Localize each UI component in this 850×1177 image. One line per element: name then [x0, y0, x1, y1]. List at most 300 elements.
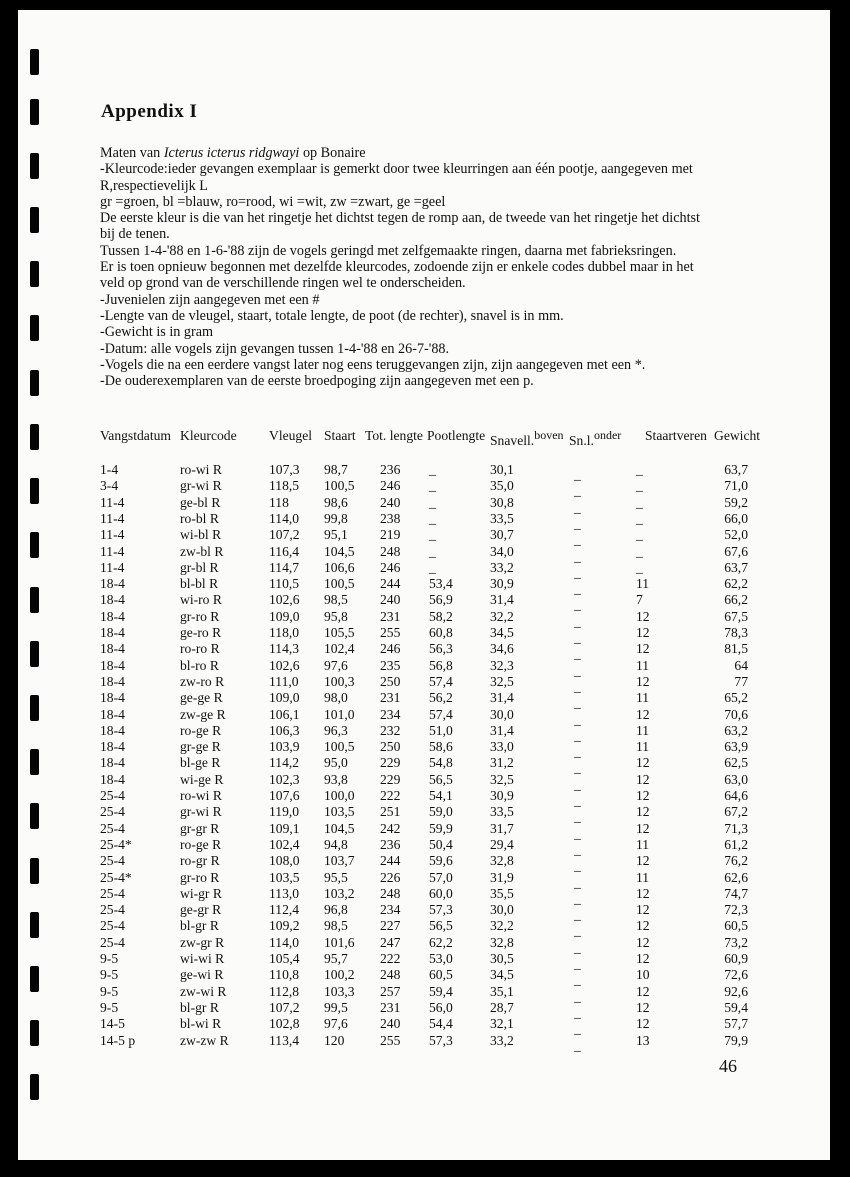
intro-text	[100, 145, 790, 389]
cell-pootlengte: 57,3	[429, 902, 453, 918]
cell-pootlengte: 54,1	[429, 788, 453, 803]
cell-pootlengte: _	[429, 510, 436, 526]
cell-gewicht: 72,3	[724, 902, 748, 918]
cell-staartveren: 12	[636, 804, 650, 820]
cell-totlengte: 231	[380, 608, 401, 624]
cell-vangstdatum: 18-4	[100, 673, 125, 689]
cell-pootlengte: 60,5	[429, 967, 453, 983]
cell-staartveren: 12	[636, 918, 650, 934]
cell-totlengte: 222	[380, 788, 401, 803]
cell-snavel-onder: _	[574, 907, 581, 923]
cell-totlengte: 227	[380, 918, 401, 934]
cell-totlengte: 247	[380, 934, 401, 950]
cell-snavel-onder: _	[574, 597, 581, 613]
intro-line: -Gewicht is in gram	[100, 324, 214, 341]
cell-snavel-boven: 30,8	[490, 494, 514, 510]
cell-staart: 93,8	[324, 771, 348, 787]
cell-vangstdatum: 9-5	[100, 983, 119, 999]
cell-snavel-onder: _	[574, 630, 581, 645]
cell-pootlengte: 62,2	[429, 934, 453, 950]
intro-line	[100, 145, 790, 161]
cell-staartveren: _	[636, 559, 643, 575]
cell-staart: 102,4	[324, 641, 355, 657]
cell-staart: 95,0	[324, 755, 348, 771]
snavel-onder-sup: onder	[593, 428, 622, 442]
table-row	[100, 657, 800, 678]
cell-staart: 103,7	[324, 853, 355, 869]
cell-pootlengte: _	[429, 527, 436, 543]
intro-line: Er is toen opnieuw begonnen met dezelfde kleurcodes, zodoende zijn er enkele codes dubbel maar in het	[100, 259, 694, 276]
cell-vleugel: 106,1	[269, 706, 300, 722]
table-row	[100, 722, 800, 743]
cell-staart: 99,8	[324, 510, 348, 526]
cell-gewicht: 62,5	[724, 755, 748, 771]
intro-line: bij de tenen.	[100, 226, 170, 243]
cell-totlengte: 240	[380, 494, 401, 510]
cell-totlengte: 244	[380, 853, 401, 869]
cell-vangstdatum: 14-5	[100, 1016, 125, 1032]
cell-vleugel: 113,4	[269, 1032, 300, 1048]
cell-vleugel: 114,0	[269, 934, 300, 950]
cell-staartveren: _	[636, 462, 643, 477]
cell-snavel-onder: _	[574, 646, 581, 662]
cell-vleugel: 119,0	[269, 804, 300, 820]
cell-vleugel: 112,8	[269, 983, 300, 999]
cell-staartveren: _	[636, 494, 643, 510]
cell-snavel-onder: _	[574, 744, 581, 760]
cell-vangstdatum: 25-4*	[100, 869, 132, 885]
intro-line: -De ouderexemplaren van de eerste broedpoging zijn aangegeven met een p.	[100, 373, 534, 390]
cell-staart: 95,8	[324, 608, 348, 624]
document-page	[18, 10, 830, 1160]
cell-totlengte: 246	[380, 559, 401, 575]
cell-gewicht: 67,6	[724, 543, 748, 559]
cell-staartveren: 12	[636, 755, 650, 771]
cell-snavel-boven: 31,2	[490, 755, 514, 771]
cell-vleugel: 107,6	[269, 788, 300, 803]
cell-kleurcode: bl-wi R	[180, 1016, 222, 1032]
cell-snavel-boven: 31,4	[490, 722, 514, 738]
cell-vangstdatum: 18-4	[100, 771, 125, 787]
cell-gewicht: 63,2	[724, 722, 748, 738]
cell-staart: 103,3	[324, 983, 355, 999]
cell-snavel-boven: 34,5	[490, 625, 514, 640]
cell-gewicht: 64	[734, 657, 748, 673]
cell-staartveren: 12	[636, 983, 650, 999]
table-row	[100, 527, 800, 548]
binding-hole	[30, 749, 39, 775]
cell-kleurcode: zw-bl R	[180, 543, 224, 559]
col-header-vangstdatum: Vangstdatum	[100, 428, 171, 443]
cell-pootlengte: 59,0	[429, 804, 453, 820]
cell-snavel-boven: 30,1	[490, 462, 514, 477]
cell-snavel-onder: _	[574, 695, 581, 711]
cell-staart: 103,5	[324, 804, 355, 820]
cell-kleurcode: wi-ge R	[180, 771, 224, 787]
cell-snavel-onder: _	[574, 776, 581, 792]
cell-snavel-onder: _	[574, 1037, 581, 1053]
cell-staartveren: 12	[636, 853, 650, 869]
cell-snavel-onder: _	[574, 678, 581, 694]
cell-vleugel: 108,0	[269, 853, 300, 869]
cell-pootlengte: 56,3	[429, 641, 453, 657]
cell-snavel-boven: 30,7	[490, 527, 514, 543]
cell-vleugel: 116,4	[269, 543, 300, 559]
cell-pootlengte: 56,8	[429, 657, 453, 673]
cell-vleugel: 105,4	[269, 951, 300, 966]
cell-staartveren: 12	[636, 625, 650, 640]
table-row	[100, 951, 800, 971]
cell-vleugel: 107,3	[269, 462, 300, 477]
binding-hole	[30, 153, 39, 179]
cell-staart: 98,5	[324, 592, 348, 608]
intro-prefix: Maten van	[100, 145, 161, 161]
table-row	[100, 902, 800, 923]
cell-vangstdatum: 18-4	[100, 706, 125, 722]
cell-totlengte: 226	[380, 869, 401, 885]
cell-pootlengte: _	[429, 478, 436, 494]
cell-staartveren: 12	[636, 934, 650, 950]
table-row	[100, 576, 800, 597]
cell-snavel-boven: 32,1	[490, 1016, 514, 1032]
cell-kleurcode: gr-ge R	[180, 739, 221, 755]
cell-gewicht: 71,3	[724, 820, 748, 836]
cell-pootlengte: 59,9	[429, 820, 453, 836]
cell-pootlengte: 58,6	[429, 739, 453, 755]
cell-gewicht: 67,2	[724, 804, 748, 820]
cell-vangstdatum: 18-4	[100, 592, 125, 608]
cell-snavel-boven: 30,5	[490, 951, 514, 966]
snavel-onder-label: Sn.l.	[569, 433, 594, 448]
table-row	[100, 918, 800, 939]
cell-gewicht: 74,7	[724, 885, 748, 901]
cell-staart: 98,0	[324, 690, 348, 706]
cell-totlengte: 236	[380, 462, 401, 477]
cell-vleugel: 102,6	[269, 592, 300, 608]
table-row	[100, 690, 800, 711]
cell-staart: 106,6	[324, 559, 355, 575]
cell-kleurcode: zw-gr R	[180, 934, 225, 950]
binding-hole	[30, 912, 39, 938]
table-row	[100, 462, 800, 482]
cell-snavel-onder: _	[574, 581, 581, 597]
cell-staartveren: 11	[636, 739, 650, 755]
cell-snavel-boven: 34,6	[490, 641, 514, 657]
cell-kleurcode: zw-zw R	[180, 1032, 229, 1048]
cell-gewicht: 63,9	[724, 739, 748, 755]
cell-totlengte: 231	[380, 690, 401, 706]
cell-staartveren: 12	[636, 951, 650, 966]
cell-staart: 100,0	[324, 788, 355, 803]
cell-snavel-onder: _	[574, 874, 581, 890]
table-row	[100, 559, 800, 580]
page-number: 46	[719, 1056, 737, 1076]
table-row	[100, 788, 800, 808]
cell-snavel-boven: 31,4	[490, 592, 514, 608]
col-header-snavel-onder	[569, 428, 621, 449]
cell-gewicht: 62,2	[724, 576, 748, 592]
cell-snavel-boven: 35,1	[490, 983, 514, 999]
cell-snavel-onder: _	[574, 825, 581, 841]
cell-gewicht: 63,7	[724, 559, 748, 575]
cell-vleugel: 114,2	[269, 755, 300, 771]
cell-snavel-onder: _	[574, 858, 581, 874]
cell-gewicht: 62,6	[724, 869, 748, 885]
cell-vangstdatum: 25-4	[100, 853, 125, 869]
intro-line: De eerste kleur is die van het ringetje het dichtst tegen de romp aan, de tweede van het ringetje het dichtst	[100, 210, 700, 227]
cell-staart: 104,5	[324, 543, 355, 559]
cell-totlengte: 257	[380, 983, 401, 999]
cell-gewicht: 57,7	[724, 1016, 748, 1032]
cell-staart: 103,2	[324, 885, 355, 901]
cell-pootlengte: _	[429, 543, 436, 559]
table-row	[100, 592, 800, 613]
cell-staartveren: 11	[636, 836, 650, 852]
cell-gewicht: 79,9	[724, 1032, 748, 1048]
table-row	[100, 820, 800, 841]
binding-hole	[30, 49, 39, 75]
cell-snavel-boven: 32,5	[490, 673, 514, 689]
table-row	[100, 494, 800, 515]
table-row	[100, 869, 800, 890]
cell-staartveren: 11	[636, 869, 650, 885]
cell-staartveren: 12	[636, 788, 650, 803]
cell-totlengte: 255	[380, 625, 401, 640]
cell-vangstdatum: 1-4	[100, 462, 119, 477]
table-header	[100, 428, 800, 448]
cell-vleugel: 102,3	[269, 771, 300, 787]
cell-gewicht: 63,7	[724, 462, 748, 477]
col-header-totlengte: Tot. lengte	[365, 428, 423, 443]
cell-staart: 100,5	[324, 739, 355, 755]
intro-line: -Vogels die na een eerdere vangst later nog eens teruggevangen zijn, zijn aangegeven met een *.	[100, 356, 646, 373]
cell-pootlengte: 58,2	[429, 608, 453, 624]
cell-totlengte: 222	[380, 951, 401, 966]
cell-totlengte: 250	[380, 739, 401, 755]
cell-pootlengte: 56,5	[429, 918, 453, 934]
cell-gewicht: 70,6	[724, 706, 748, 722]
cell-snavel-boven: 34,0	[490, 543, 514, 559]
cell-snavel-onder: _	[574, 483, 581, 499]
cell-vleugel: 110,8	[269, 967, 300, 983]
cell-vangstdatum: 25-4	[100, 885, 125, 901]
cell-kleurcode: ge-ge R	[180, 690, 223, 706]
cell-vangstdatum: 25-4	[100, 820, 125, 836]
cell-pootlengte: 50,4	[429, 836, 453, 852]
cell-kleurcode: gr-gr R	[180, 820, 220, 836]
cell-vangstdatum: 9-5	[100, 967, 119, 983]
cell-totlengte: 219	[380, 527, 401, 543]
cell-vangstdatum: 18-4	[100, 722, 125, 738]
cell-snavel-boven: 30,9	[490, 788, 514, 803]
cell-totlengte: 229	[380, 771, 401, 787]
cell-snavel-onder: _	[574, 515, 581, 531]
cell-snavel-onder: _	[574, 499, 581, 515]
cell-snavel-onder: _	[574, 532, 581, 548]
cell-vangstdatum: 18-4	[100, 576, 125, 592]
cell-staart: 100,5	[324, 478, 355, 494]
cell-kleurcode: bl-gr R	[180, 999, 219, 1015]
intro-line: gr =groen, bl =blauw, ro=rood, wi =wit, zw =zwart, ge =geel	[100, 193, 446, 210]
cell-vleugel: 102,8	[269, 1016, 300, 1032]
cell-gewicht: 78,3	[724, 625, 748, 640]
cell-kleurcode: ge-bl R	[180, 494, 221, 510]
cell-staart: 98,5	[324, 918, 348, 934]
cell-staartveren: 10	[636, 967, 650, 983]
snavel-boven-sup: boven	[534, 428, 564, 442]
cell-totlengte: 231	[380, 999, 401, 1015]
binding-hole	[30, 424, 39, 450]
cell-vleugel: 118,5	[269, 478, 300, 494]
cell-kleurcode: bl-ge R	[180, 755, 221, 771]
table-row	[100, 853, 800, 874]
cell-gewicht: 77	[734, 673, 748, 689]
cell-kleurcode: ro-ro R	[180, 641, 220, 657]
cell-staart: 95,7	[324, 951, 348, 966]
cell-totlengte: 255	[380, 1032, 401, 1048]
snavel-boven-label: Snavell.	[490, 433, 535, 448]
table-row	[100, 641, 800, 662]
cell-totlengte: 240	[380, 592, 401, 608]
cell-vleugel: 106,3	[269, 722, 300, 738]
cell-kleurcode: wi-wi R	[180, 951, 225, 966]
cell-kleurcode: gr-ro R	[180, 869, 220, 885]
cell-staart: 98,7	[324, 462, 348, 477]
cell-staartveren: 12	[636, 673, 650, 689]
cell-snavel-onder: _	[574, 548, 581, 564]
binding-hole	[30, 587, 39, 613]
cell-totlengte: 248	[380, 967, 401, 983]
cell-vleugel: 107,2	[269, 527, 300, 543]
cell-kleurcode: ge-wi R	[180, 967, 224, 983]
cell-staart: 105,5	[324, 625, 355, 640]
cell-snavel-boven: 35,5	[490, 885, 514, 901]
cell-pootlengte: 57,4	[429, 673, 453, 689]
cell-pootlengte: 56,0	[429, 999, 453, 1015]
binding-hole	[30, 261, 39, 287]
cell-vangstdatum: 11-4	[100, 543, 125, 559]
table-row	[100, 771, 800, 792]
col-header-kleurcode: Kleurcode	[180, 428, 237, 443]
cell-vleugel: 114,3	[269, 641, 300, 657]
cell-gewicht: 60,9	[724, 951, 748, 966]
binding-hole	[30, 803, 39, 829]
col-header-vleugel: Vleugel	[269, 428, 313, 443]
cell-staartveren: 11	[636, 576, 650, 592]
cell-snavel-boven: 29,4	[490, 836, 514, 852]
intro-line: veld op grond van de verschillende ringen wel te onderscheiden.	[100, 275, 466, 292]
cell-vleugel: 114,0	[269, 510, 300, 526]
cell-staart: 97,6	[324, 1016, 348, 1032]
intro-line: -Juvenielen zijn aangegeven met een #	[100, 291, 320, 308]
cell-vangstdatum: 14-5 p	[100, 1032, 136, 1048]
cell-staart: 95,1	[324, 527, 348, 543]
cell-staart: 100,5	[324, 576, 355, 592]
cell-vangstdatum: 25-4	[100, 902, 125, 918]
table-row	[100, 625, 800, 645]
binding-hole	[30, 1020, 39, 1046]
cell-kleurcode: zw-ro R	[180, 673, 225, 689]
cell-snavel-boven: 31,9	[490, 869, 514, 885]
cell-totlengte: 229	[380, 755, 401, 771]
cell-pootlengte: 51,0	[429, 722, 453, 738]
cell-vangstdatum: 25-4	[100, 918, 125, 934]
binding-hole	[30, 478, 39, 504]
cell-gewicht: 66,2	[724, 592, 748, 608]
cell-snavel-boven: 32,2	[490, 608, 514, 624]
cell-snavel-boven: 32,8	[490, 853, 514, 869]
cell-staartveren: 11	[636, 657, 650, 673]
cell-gewicht: 92,6	[724, 983, 748, 999]
cell-kleurcode: gr-wi R	[180, 478, 222, 494]
cell-snavel-boven: 32,8	[490, 934, 514, 950]
cell-kleurcode: zw-wi R	[180, 983, 227, 999]
cell-vleugel: 102,6	[269, 657, 300, 673]
cell-gewicht: 52,0	[724, 527, 748, 543]
cell-vleugel: 113,0	[269, 885, 300, 901]
cell-vleugel: 102,4	[269, 836, 300, 852]
table-row	[100, 739, 800, 760]
cell-totlengte: 240	[380, 1016, 401, 1032]
table-row	[100, 934, 800, 955]
cell-kleurcode: gr-ro R	[180, 608, 220, 624]
binding-hole	[30, 370, 39, 396]
cell-totlengte: 236	[380, 836, 401, 852]
cell-totlengte: 234	[380, 902, 401, 918]
intro-line: R,respectievelijk L	[100, 177, 208, 194]
cell-vleugel: 103,9	[269, 739, 300, 755]
cell-vangstdatum: 18-4	[100, 625, 125, 640]
cell-vangstdatum: 18-4	[100, 755, 125, 771]
cell-staart: 97,6	[324, 657, 348, 673]
cell-vangstdatum: 11-4	[100, 559, 125, 575]
cell-gewicht: 73,2	[724, 934, 748, 950]
binding-hole	[30, 1074, 39, 1100]
cell-snavel-onder: _	[574, 793, 581, 808]
cell-kleurcode: ro-gr R	[180, 853, 220, 869]
cell-snavel-onder: _	[574, 467, 581, 482]
table-row	[100, 706, 800, 727]
binding-hole	[30, 315, 39, 341]
cell-staart: 100,2	[324, 967, 355, 983]
cell-totlengte: 250	[380, 673, 401, 689]
cell-staartveren: 12	[636, 706, 650, 722]
cell-snavel-onder: _	[574, 890, 581, 906]
table-row	[100, 1032, 800, 1053]
binding-hole	[30, 858, 39, 884]
cell-staartveren: 13	[636, 1032, 650, 1048]
cell-vleugel: 109,2	[269, 918, 300, 934]
cell-snavel-onder: _	[574, 564, 581, 580]
cell-totlengte: 238	[380, 510, 401, 526]
cell-totlengte: 246	[380, 641, 401, 657]
cell-snavel-onder: _	[574, 841, 581, 857]
col-header-gewicht: Gewicht	[714, 428, 761, 443]
cell-staart: 96,8	[324, 902, 348, 918]
cell-snavel-onder: _	[574, 956, 581, 971]
cell-staartveren: 12	[636, 771, 650, 787]
cell-totlengte: 248	[380, 543, 401, 559]
cell-staart: 101,0	[324, 706, 355, 722]
table-row	[100, 999, 800, 1020]
cell-snavel-boven: 34,5	[490, 967, 514, 983]
cell-kleurcode: bl-bl R	[180, 576, 219, 592]
cell-pootlengte: 57,0	[429, 869, 453, 885]
cell-staartveren: 7	[636, 592, 643, 608]
cell-gewicht: 71,0	[724, 478, 748, 494]
table-row	[100, 510, 800, 531]
cell-gewicht: 67,5	[724, 608, 748, 624]
